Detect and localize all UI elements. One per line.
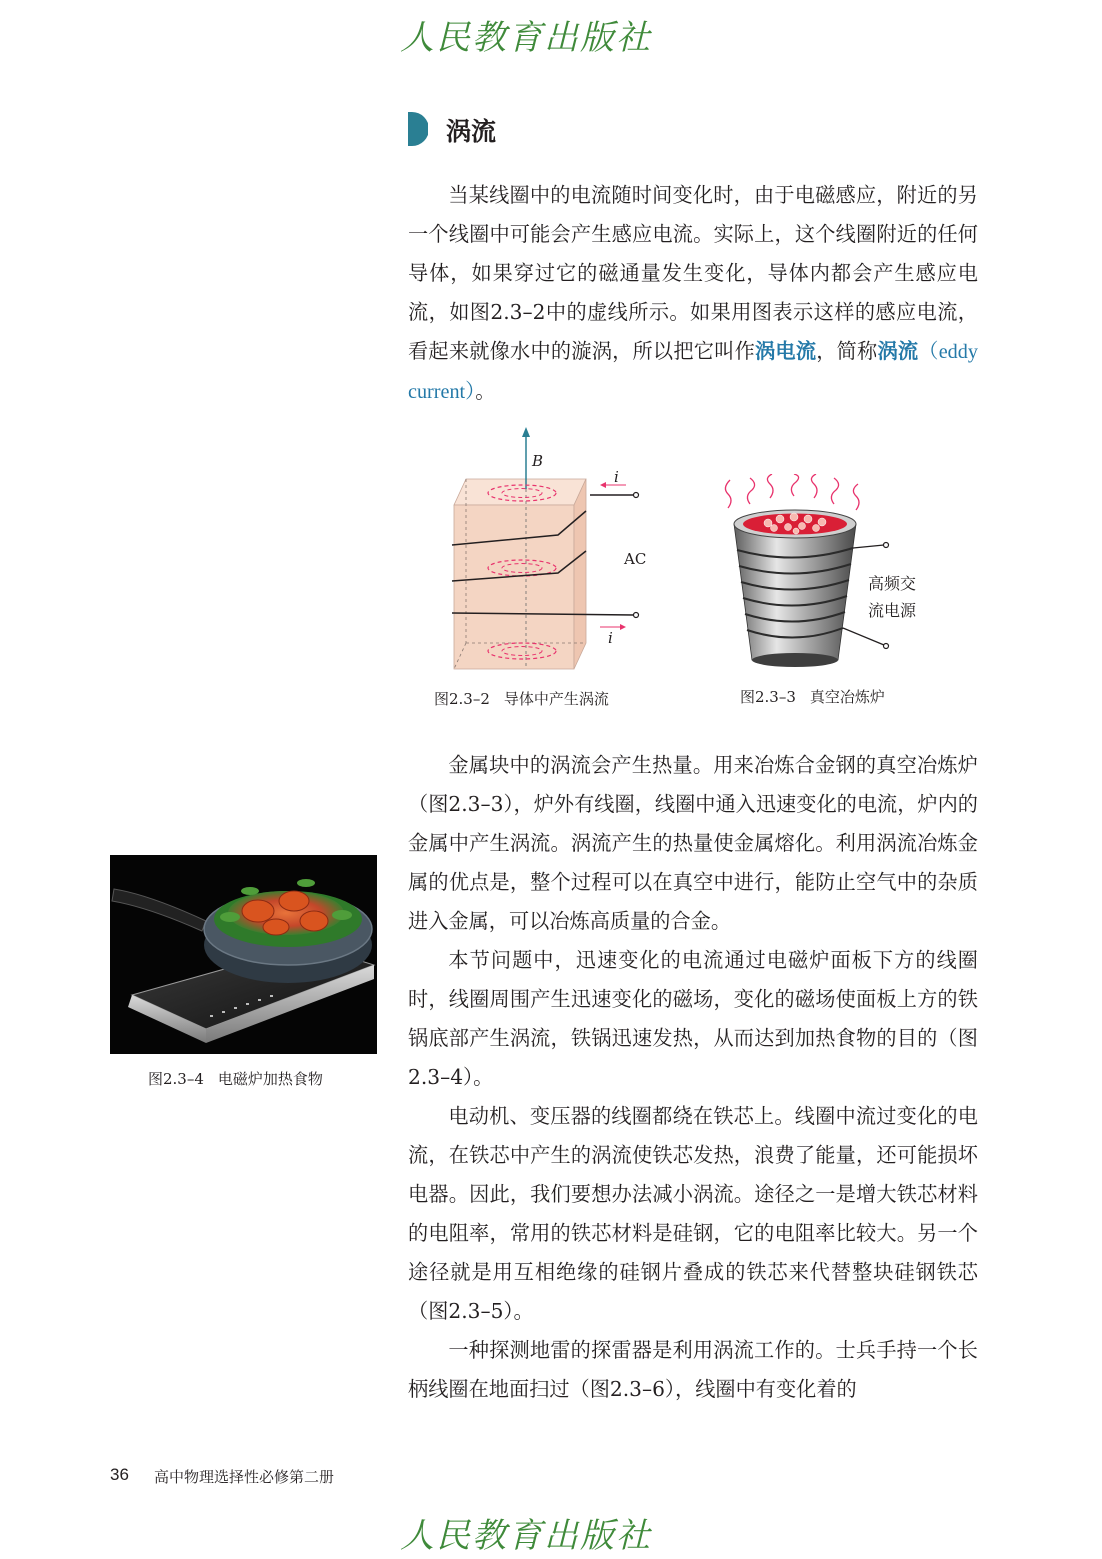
caption-text: 电磁炉加热食物	[217, 1070, 323, 1088]
label-hf-ac-line2: 流电源	[868, 601, 917, 620]
caption-number: 图2.3–4	[148, 1070, 204, 1088]
publisher-logo-text: 人民教育出版社	[400, 1516, 652, 1556]
figure-caption-2-3-4	[148, 1068, 323, 1089]
term-eddy-current: 涡流	[877, 339, 919, 363]
label-current-i-bottom: i	[608, 629, 613, 647]
book-title: 高中物理选择性必修第二册	[154, 1468, 335, 1486]
publisher-logo-text: 人民教育出版社	[400, 18, 652, 58]
caption-number: 图2.3–2	[434, 690, 490, 708]
label-current-i-top: i	[614, 468, 619, 486]
induction-cooker-illustration	[110, 855, 377, 1054]
section-marker-icon	[408, 112, 428, 146]
label-hf-ac-line1: 高频交	[868, 574, 917, 593]
page-number: 36	[110, 1465, 129, 1484]
label-ac: AC	[624, 550, 647, 568]
publisher-logo-top	[400, 6, 704, 58]
intro-paragraph	[408, 176, 978, 412]
figure-induction-cooker-photo	[110, 855, 377, 1054]
figure-caption-2-3-2	[434, 688, 609, 709]
term-eddy-electric-current: 涡电流	[755, 339, 817, 363]
paragraph-mine-detector: 一种探测地雷的探雷器是利用涡流工作的。士兵手持一个长柄线圈在地面扫过（图2.3–6），线圈中有变化着的	[408, 1338, 978, 1401]
section-title: 涡流	[446, 117, 497, 146]
paragraph-iron-core: 电动机、变压器的线圈都绕在铁芯上。线圈中流过变化的电流，在铁芯中产生的涡流使铁芯发热，浪费了能量，还可能损坏电器。因此，我们要想办法减小涡流。途径之一是增大铁芯材料的电阻率，常用的铁芯材料是硅钢，它的电阻率比较大。另一个途径就是用互相绝缘的硅钢片叠成的铁芯来代替整块硅钢铁芯（图2.3–5）。	[408, 1104, 978, 1323]
caption-number: 图2.3–3	[740, 688, 796, 706]
label-magnetic-field-b: B	[532, 452, 544, 470]
caption-text: 导体中产生涡流	[503, 690, 609, 708]
paragraph-induction-cooker: 本节问题中，迅速变化的电流通过电磁炉面板下方的线圈时，线圈周围产生迅速变化的磁场，变化的磁场使面板上方的铁锅底部产生涡流，铁锅迅速发热，从而达到加热食物的目的（图2.3–4）。	[408, 948, 978, 1089]
publisher-logo-bottom	[400, 1504, 704, 1556]
paragraph-furnace: 金属块中的涡流会产生热量。用来冶炼合金钢的真空冶炼炉（图2.3–3），炉外有线圈，线圈中通入迅速变化的电流，炉内的金属中产生涡流。涡流产生的热量使金属熔化。利用涡流冶炼金属的优点是，整个过程可以在真空中进行，能防止空气中的杂质进入金属，可以冶炼高质量的合金。	[408, 753, 978, 933]
english-term: （eddy current）	[408, 341, 978, 403]
intro-text-end: 。	[475, 379, 496, 403]
intro-text-b: ，简称	[816, 339, 878, 363]
figure-caption-2-3-3	[740, 686, 885, 707]
caption-text: 真空冶炼炉	[809, 688, 885, 706]
intro-text-a: 当某线圈中的电流随时间变化时，由于电磁感应，附近的另一个线圈中可能会产生感应电流。实际上，这个线圈附近的任何导体，如果穿过它的磁通量发生变化，导体内都会产生感应电流，如图2.3–2中的虚线所示。如果用图表示这样的感应电流，看起来就像水中的漩涡，所以把它叫作	[408, 183, 978, 363]
